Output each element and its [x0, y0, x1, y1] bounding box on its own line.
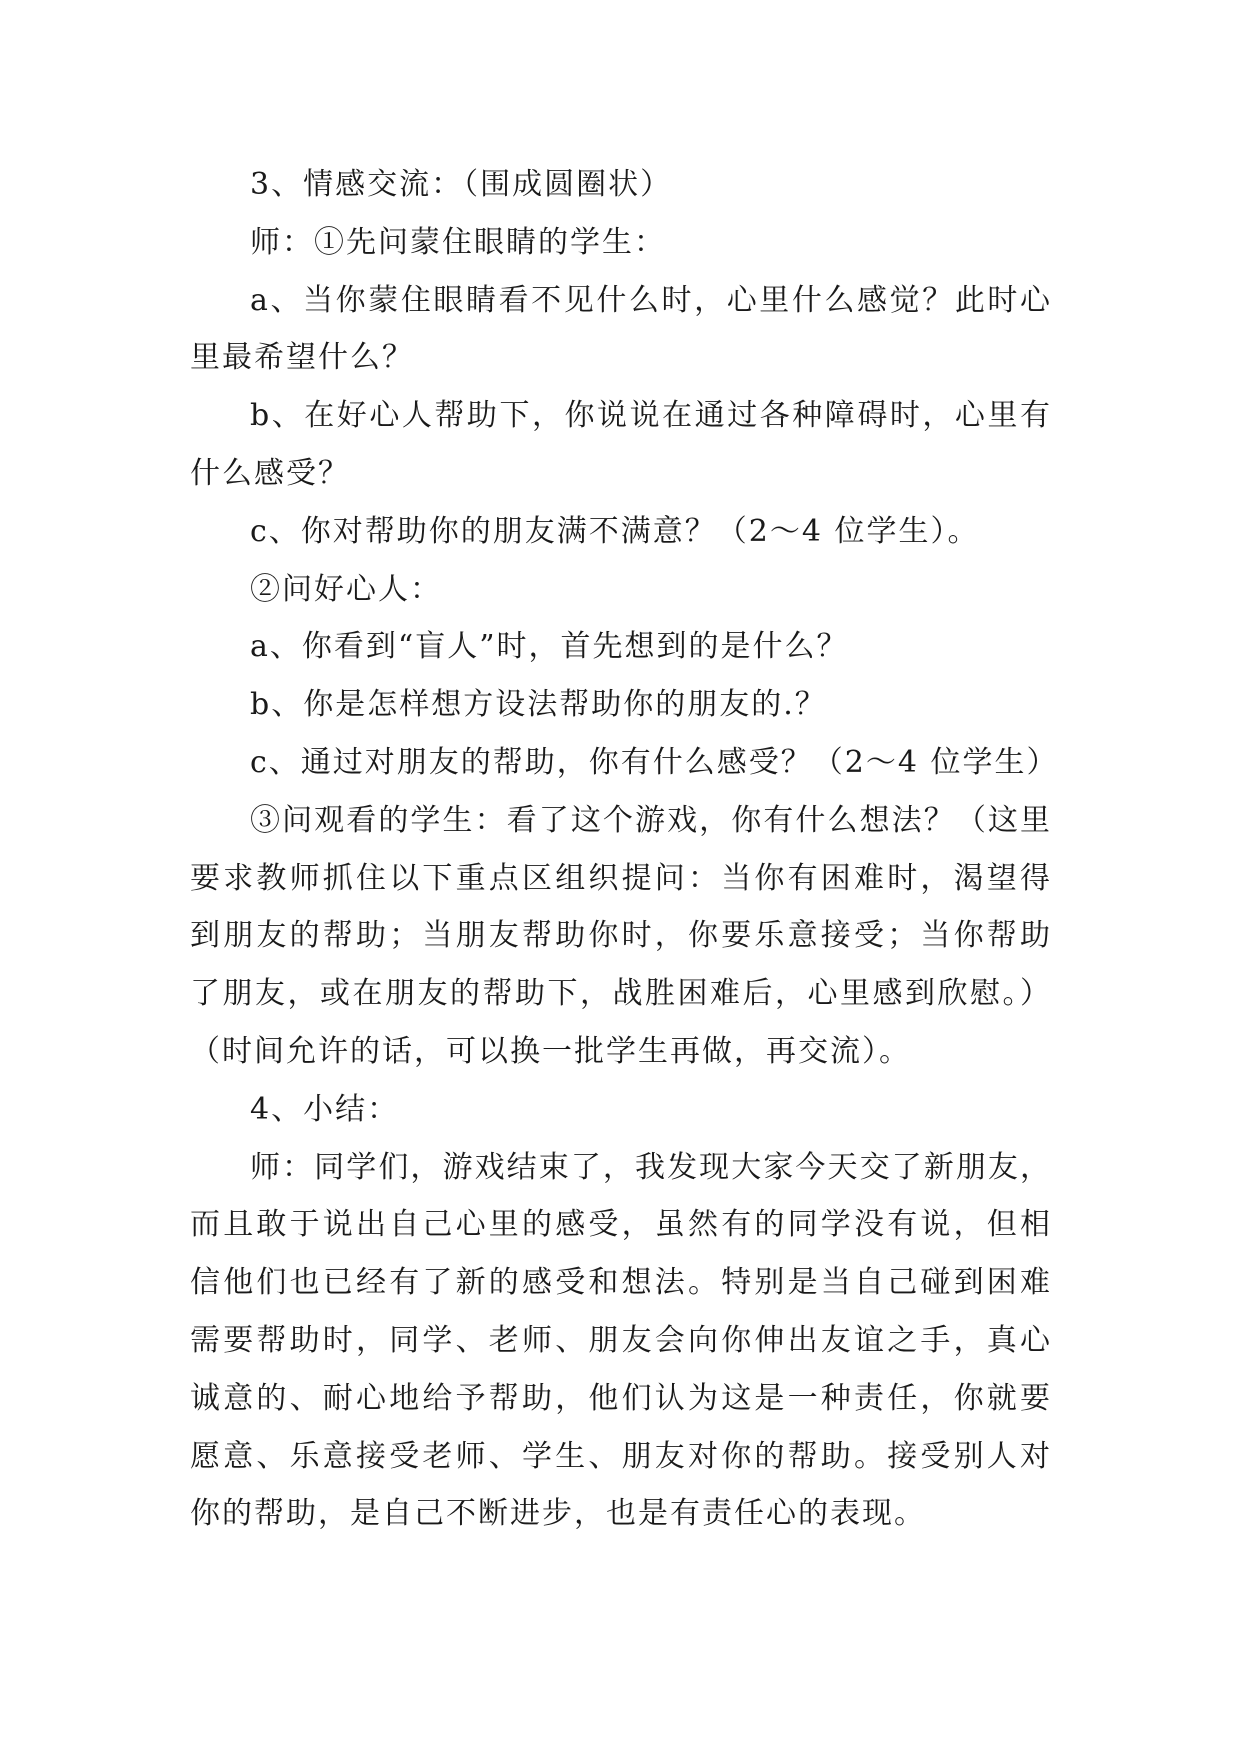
paragraph-ask-observers: ③问观看的学生：看了这个游戏，你有什么想法？（这里要求教师抓住以下重点区组织提问：当你有困难时，渴望得到朋友的帮助；当朋友帮助你时，你要乐意接受；当你帮助了朋友，或在朋友的帮助下，战胜困难后，心里感到欣慰。）（时间允许的话，可以换一批学生再做，再交流）。 — [190, 802, 1052, 1069]
document-body — [190, 156, 1059, 1543]
paragraph-question-1a: a、当你蒙住眼睛看不见什么时，心里什么感觉？此时心里最希望什么？ — [190, 282, 1052, 376]
paragraph-question-1b: b、在好心人帮助下，你说说在通过各种障碍时，心里有什么感受？ — [190, 398, 1052, 491]
paragraph-question-2b: b、你是怎样想方设法帮助你的朋友的.？ — [250, 687, 827, 723]
paragraph-section-4-heading: 4、小结： — [250, 1091, 400, 1127]
paragraph-ask-helpers: ②问好心人： — [250, 571, 442, 607]
paragraph-question-2c: c、通过对朋友的帮助，你有什么感受？（2～4 位学生） — [250, 744, 1059, 780]
paragraph-summary: 师：同学们，游戏结束了，我发现大家今天交了新朋友，而且敢于说出自己心里的感受，虽然有的同学没有说，但相信他们也已经有了新的感受和想法。特别是当自己碰到困难需要帮助时，同学、老师、朋友会向你伸出友谊之手，真心诚意的、耐心地给予帮助，他们认为这是一种责任，你就要愿意、乐意接受老师、学生、朋友对你的帮助。接受别人对你的帮助，是自己不断进步，也是有责任心的表现。 — [190, 1149, 1052, 1532]
paragraph-question-1c: c、你对帮助你的朋友满不满意？（2～4 位学生）。 — [250, 513, 980, 549]
paragraph-teacher-ask-blindfolded: 师：①先问蒙住眼睛的学生： — [250, 224, 666, 260]
paragraph-question-2a: a、你看到“盲人”时，首先想到的是什么？ — [250, 629, 849, 665]
paragraph-section-3-heading: 3、情感交流：（围成圆圈状） — [250, 167, 673, 202]
